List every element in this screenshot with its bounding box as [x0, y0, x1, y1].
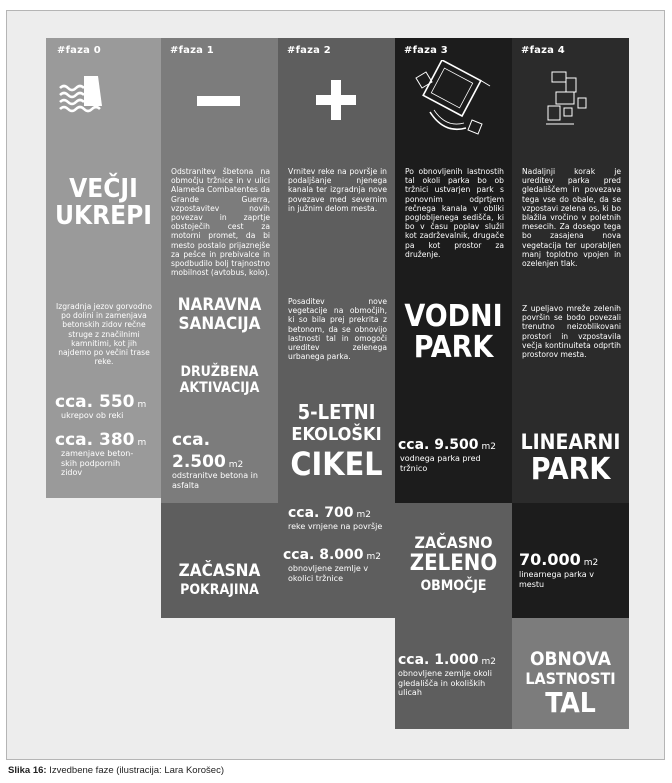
- phase-4-stat-label: linearnega parka v mestu: [519, 570, 594, 589]
- linear-park-plan-icon: [538, 64, 602, 134]
- phase-4-lower-title-line2: LASTNOSTI: [525, 669, 616, 688]
- phase-3-title-line2: PARK: [413, 330, 494, 365]
- phase-3-description: Po obnovljenih lastnostih tal okoli parka bo ob tržnici ustvarjen park s ponovnim odprtjem rečnega kanala v obliki poglobljenega sedišča, ki bo v času poplav služil kot zadrževalnik, drugače pa kot prostor za druženje.: [405, 167, 504, 259]
- phase-2-description: Vrnitev reke na površje in podaljšanje njenega kanala ter izgradnja nove povezave med severnim in južnim delom mesta.: [288, 167, 387, 213]
- phase-3-lower-title-line3: OBMOČJE: [420, 578, 487, 594]
- caption-label: Slika 16:: [8, 765, 47, 776]
- phase-1-title-line1: NARAVNA: [177, 295, 262, 315]
- phase-4-description: Nadaljnji korak je ureditev parka pred gledališčem in povezava tega vse do obale, da se vzpostavi zelena os, ki bo blažila vročino v poletnih mesecih. Za dosego tega bo zasajena nova vegetacija ter uporabljen manj toplotno vpojen in ozelenjen tlak.: [522, 167, 621, 269]
- phase-1-lower-title-line2: POKRAJINA: [180, 582, 259, 598]
- phase-2-title-line3: CIKEL: [290, 445, 383, 483]
- phase-2-tag: #faza 2: [287, 45, 331, 56]
- phase-4-title-line2: PARK: [530, 452, 611, 487]
- dam-water-icon: [58, 74, 106, 114]
- phase-1-tag: #faza 1: [170, 45, 214, 56]
- phase-3-stat2-value: cca. 1.000 m2: [398, 652, 497, 668]
- phase-2-description2: Posaditev nove vegetacije na območjih, ki so bila prej prekrita z betonom, da se obnovijo lastnosti tal in omogoči ureditev zelenega urbanega parka.: [288, 297, 387, 362]
- phase-1-stat-value: 2.500 m2: [172, 452, 244, 472]
- phase-0-stat1-label: ukrepov ob reki: [61, 411, 124, 420]
- phase-3-title-line1: VODNI: [404, 299, 503, 334]
- figure-caption: [8, 765, 224, 776]
- phase-1-stat-label: odstranitve betona in asfalta: [172, 471, 258, 490]
- phase-1-title2-line1: DRUŽBENA: [180, 364, 259, 380]
- phase-0-description: Izgradnja jezov gorvodno po dolini in zamenjava betonskih zidov rečne struge z značilnimi kamnitimi, kot jih najdemo po večini trase reke.: [56, 302, 152, 367]
- plus-icon: [316, 80, 356, 120]
- market-plan-icon: [410, 60, 496, 142]
- phase-1-lower-title-line1: ZAČASNA: [178, 561, 261, 581]
- phase-0-title-line2: UKREPI: [55, 201, 152, 231]
- phase-3-tag: #faza 3: [404, 45, 448, 56]
- minus-icon: [197, 96, 240, 106]
- phase-3-stat-value: cca. 9.500 m2: [398, 437, 497, 453]
- phase-0-stat2-label: zamenjave beton- skih podpornih zidov: [61, 449, 134, 478]
- phase-2-stat1-label: reke vrnjene na površje: [288, 522, 383, 531]
- phase-0-stat1-value: cca. 550 m: [55, 392, 147, 412]
- phase-1-description: Odstranitev šbetona na območju tržnice in v ulici Alameda Combatentes da Grande Guerra, vzpostavitev novih povezav in zaprtje obstoječih cest za motorni promet, da bi mesto postalo prijaznejše za pešce in prebivalce in spodbudilo bolj trajnostno mobilnost (avtobus, kolo).: [171, 167, 270, 278]
- caption-text: Izvedbene faze (ilustracija: Lara Korošec): [49, 765, 224, 776]
- phase-1-title-line2: SANACIJA: [178, 314, 261, 334]
- phase-2-stat2-label: obnovljene zemlje v okolici tržnice: [288, 564, 369, 583]
- phase-4-description2: Z upeljavo mreže zelenih površin se bodo povezali trenutno neizoblikovani prostori in vzpostavila večja kontinuiteta odprtih prostorov mesta.: [522, 304, 621, 360]
- phase-4-lower-title-line1: OBNOVA: [529, 648, 612, 670]
- phase-3-stat2-label: obnovljene zemlje okoli gledališča in okoliških ulicah: [398, 669, 492, 698]
- phase-4-stat-value: 70.000 m2: [519, 550, 599, 569]
- phase-3-stat-label: vodnega parka pred tržnico: [400, 454, 481, 473]
- phase-0-tag: #faza 0: [57, 45, 101, 56]
- phase-3-lower-title-line2: ZELENO: [409, 551, 498, 576]
- phase-1-title2-line2: AKTIVACIJA: [179, 380, 260, 396]
- phase-4-lower-title-line3: TAL: [545, 686, 596, 719]
- phase-2-title-line2: EKOLOŠKI: [291, 424, 382, 445]
- phase-0-stat2-value: cca. 380 m: [55, 430, 147, 450]
- phase-4-title-line1: LINEARNI: [520, 430, 621, 454]
- phase-1-stat-prefix: cca.: [172, 430, 211, 450]
- phase-2-stat1-value: cca. 700 m2: [288, 505, 371, 521]
- phase-4-tag: #faza 4: [521, 45, 565, 56]
- phase-3-lower-title-line1: ZAČASNO: [414, 533, 493, 552]
- phase-0-title-line1: VEČJI: [69, 174, 138, 204]
- phase-2-title-line1: 5-LETNI: [297, 400, 376, 424]
- phase-2-stat2-value: cca. 8.000 m2: [283, 547, 382, 563]
